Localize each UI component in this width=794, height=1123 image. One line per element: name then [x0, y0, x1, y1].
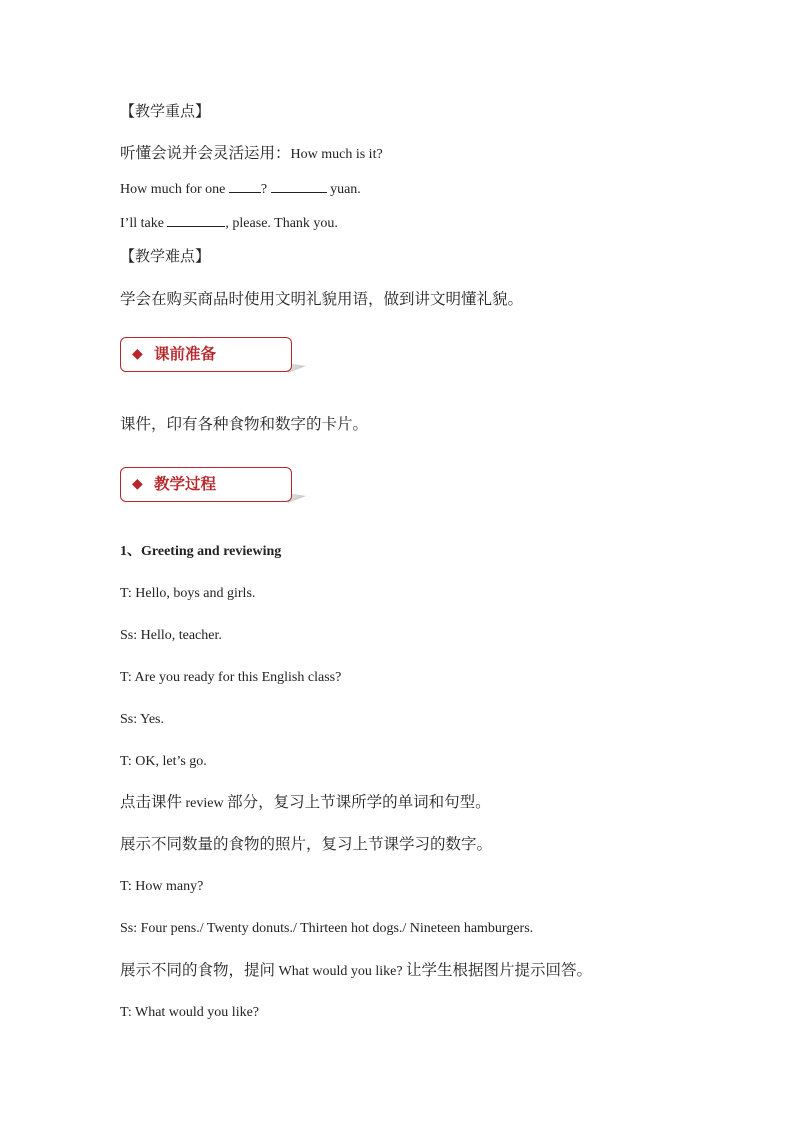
pattern1-part-a: How much for one	[120, 182, 229, 197]
dialogue-line: Ss: Hello, teacher.	[120, 628, 222, 643]
blank-line	[271, 178, 327, 193]
dialogue-line: T: How many?	[120, 879, 204, 894]
review-part-c: 部分，复习上节课所学的单词和句型。	[227, 793, 491, 811]
pattern2-part-a: I’ll take	[120, 216, 168, 231]
section-title: 课前准备	[154, 345, 217, 363]
pattern2-part-b: , please. Thank you.	[225, 216, 338, 231]
sentence-pattern-1	[120, 178, 361, 200]
show-food-instruction	[120, 960, 592, 982]
diamond-icon: ◆	[132, 346, 143, 362]
key-points-heading: 【教学重点】	[120, 102, 211, 120]
sentence-pattern-2	[120, 212, 338, 234]
dialogue-line: Ss: Yes.	[120, 712, 164, 727]
key-points-intro	[120, 143, 383, 165]
review-part-a: 点击课件	[120, 793, 183, 811]
blank-line	[167, 212, 225, 227]
pattern1-part-b: ?	[260, 182, 271, 197]
section-header-process	[120, 467, 292, 502]
show-food-part-b: What would you like?	[275, 964, 407, 979]
key-points-intro-cn: 听懂会说并会灵活运用：	[120, 144, 291, 162]
diamond-icon: ◆	[132, 476, 143, 492]
blank-line	[229, 178, 261, 193]
dialogue-line: T: OK, let’s go.	[120, 754, 207, 769]
pattern1-part-c: yuan.	[326, 182, 361, 197]
section-header-preparation	[120, 337, 292, 372]
show-food-part-a: 展示不同的食物，提问	[120, 961, 276, 979]
dialogue-line: Ss: Four pens./ Twenty donuts./ Thirteen hot dogs./ Nineteen hamburgers.	[120, 921, 534, 936]
dialogue-line: T: Hello, boys and girls.	[120, 586, 256, 601]
difficult-points-text: 学会在购买商品时使用文明礼貌用语，做到讲文明懂礼貌。	[120, 290, 524, 308]
dialogue-line: T: What would you like?	[120, 1005, 260, 1020]
section-title: 教学过程	[154, 475, 217, 493]
review-instruction	[120, 792, 491, 814]
preparation-text: 课件，印有各种食物和数字的卡片。	[120, 415, 369, 433]
step1-title: 1、Greeting and reviewing	[120, 544, 282, 559]
key-points-intro-en: How much is it?	[290, 147, 383, 162]
show-food-part-c: 让学生根据图片提示回答。	[406, 961, 593, 979]
show-numbers-instruction: 展示不同数量的食物的照片，复习上节课学习的数字。	[120, 835, 493, 853]
dialogue-line: T: Are you ready for this English class?	[120, 670, 342, 685]
review-part-b: review	[182, 796, 228, 811]
difficult-points-heading: 【教学难点】	[120, 247, 211, 265]
